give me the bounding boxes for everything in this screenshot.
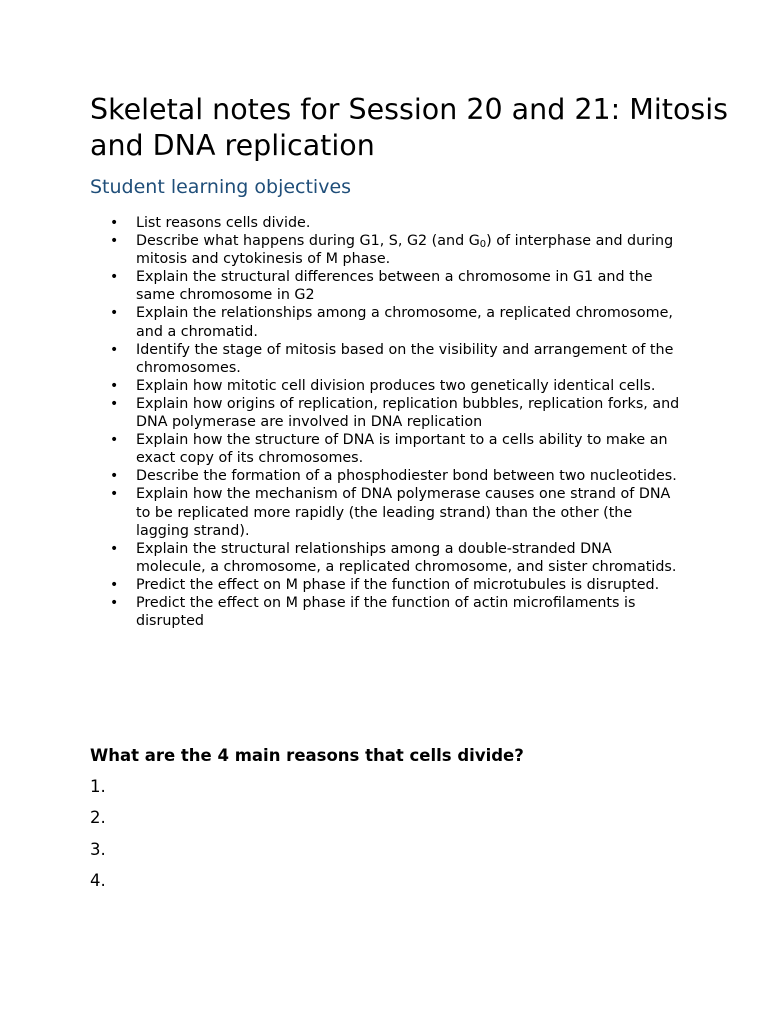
objective-item: [0, 304, 681, 340]
bullet-icon: •: [110, 395, 119, 412]
objective-item: [0, 594, 681, 630]
bullet-icon: •: [110, 576, 119, 593]
bullet-icon: •: [110, 269, 119, 286]
objectives-list: [0, 214, 768, 630]
answer-number: 2.: [90, 808, 106, 828]
objective-item: [0, 214, 681, 232]
answer-number: 3.: [90, 839, 106, 859]
bullet-icon: •: [110, 341, 119, 358]
bullet-icon: •: [110, 594, 119, 611]
objective-text: Explain the structural relationships among a double-stranded DNA molecule, a chromosome, a replicated chromosome, and sister chromatids.: [136, 540, 677, 575]
objective-text: Explain the relationships among a chromosome, a replicated chromosome, and a chromatid.: [136, 305, 673, 340]
objective-item: [0, 485, 681, 539]
answer-number: 1.: [90, 777, 106, 796]
bullet-icon: •: [110, 215, 119, 231]
section-heading: Student learning objectives: [90, 176, 352, 198]
objective-item: [0, 341, 681, 377]
subscript-zero: 0: [479, 239, 487, 251]
objective-text: List reasons cells divide.: [136, 215, 311, 231]
objective-text: Explain how origins of replication, replication bubbles, replication forks, and DNA polymerase are involved in DNA replication: [136, 395, 680, 431]
objective-text: Explain how mitotic cell division produces two genetically identical cells.: [136, 377, 656, 394]
bullet-icon: •: [110, 540, 119, 557]
bullet-icon: •: [110, 233, 119, 250]
question-heading: What are the 4 main reasons that cells divide?: [90, 746, 524, 765]
answer-number: 4.: [90, 870, 106, 890]
bullet-icon: •: [110, 377, 119, 394]
bullet-icon: •: [110, 468, 119, 485]
objective-text: Identify the stage of mitosis based on the visibility and arrangement of the chromosomes.: [136, 341, 674, 376]
objective-text-part: ) of interphase and during mitosis and cytokinesis of M phase.: [136, 233, 674, 268]
objective-text: Explain the structural differences between a chromosome in G1 and the same chromosome in G2: [136, 269, 653, 304]
objective-text-part: Describe what happens during G1, S, G2 (and G: [136, 233, 480, 250]
objective-item: [0, 395, 681, 431]
page-title: Skeletal notes for Session 20 and 21: Mitosis and DNA replication: [90, 93, 729, 162]
objective-item: [0, 268, 681, 304]
objective-item: [0, 377, 681, 395]
bullet-icon: •: [110, 486, 119, 503]
objective-text: Predict the effect on M phase if the function of microtubules is disrupted.: [136, 576, 660, 593]
objective-item: [0, 467, 681, 485]
objective-text: Explain how the structure of DNA is important to a cells ability to make an exact copy of its chromosomes.: [136, 432, 668, 467]
objective-item: [0, 576, 681, 594]
objective-item: [0, 540, 681, 576]
objective-item: [0, 232, 681, 268]
answer-list: [90, 776, 106, 901]
objective-text: Predict the effect on M phase if the function of actin microfilaments is disrupted: [136, 594, 636, 630]
objective-text: Describe the formation of a phosphodiester bond between two nucleotides.: [136, 468, 677, 485]
objective-text: Explain how the mechanism of DNA polymerase causes one strand of DNA to be replicated more rapidly (the leading strand) than the other (the lagging strand).: [136, 486, 671, 539]
bullet-icon: •: [110, 305, 119, 322]
bullet-icon: •: [110, 432, 119, 449]
objective-item: [0, 431, 681, 467]
objective-text: [136, 233, 673, 267]
